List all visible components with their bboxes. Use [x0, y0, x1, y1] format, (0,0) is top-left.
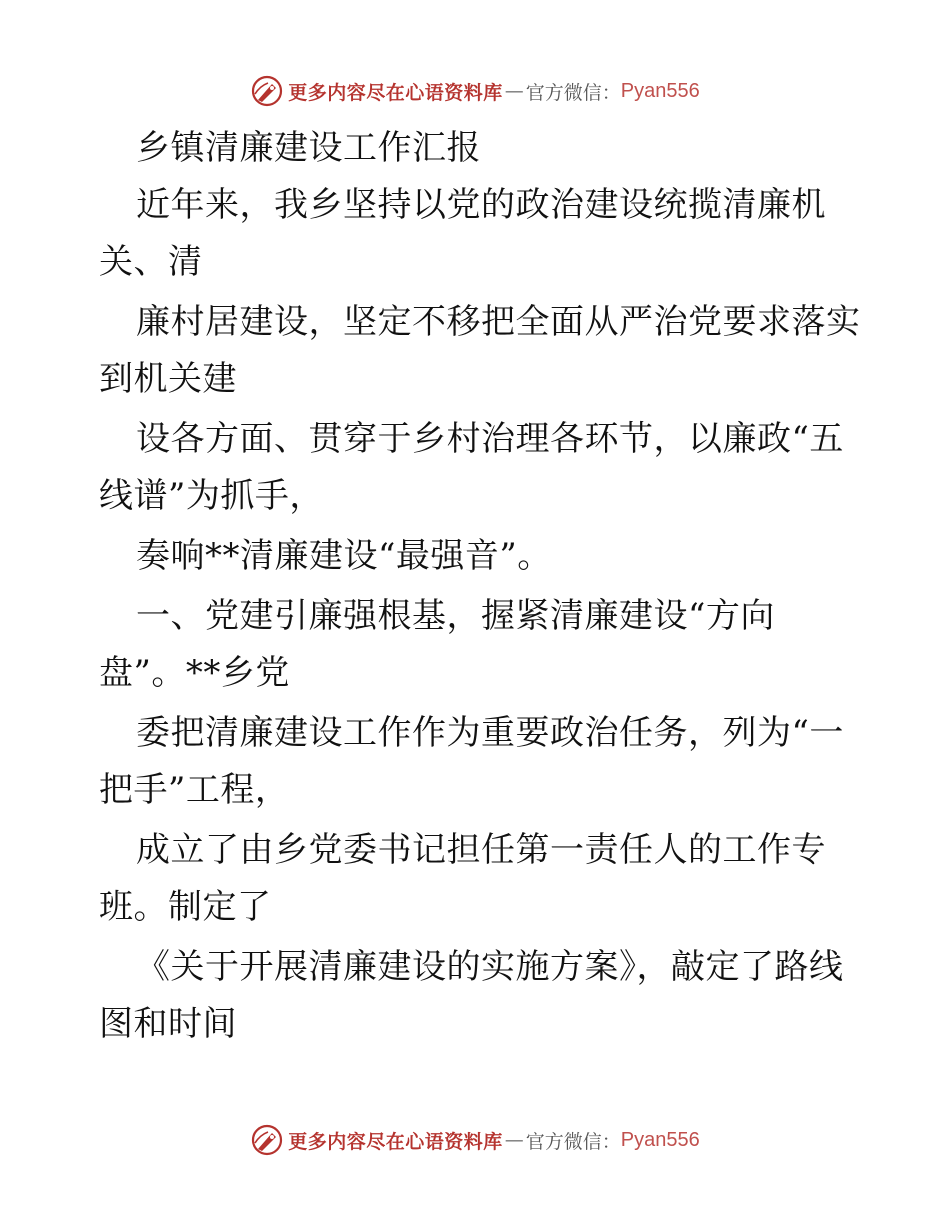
paragraph-line: 到机关建	[99, 359, 237, 399]
footer-banner	[0, 1120, 950, 1160]
paragraph-line: 设各方面、贯穿于乡村治理各环节，以廉政“五	[136, 419, 844, 459]
paragraph-line: 班。制定了	[99, 887, 272, 927]
banner-wechat-id: Pyan556	[620, 79, 700, 102]
paragraph-line: 成立了由乡党委书记担任第一责任人的工作专	[136, 830, 826, 870]
document-title: 乡镇清廉建设工作汇报	[136, 128, 481, 168]
banner-site-text: 更多内容尽在心语资料库	[288, 81, 503, 104]
paragraph-line: 关、清	[99, 242, 203, 282]
banner-wechat-label: 官方微信：	[525, 1130, 621, 1153]
banner-wechat-label: 官方微信：	[525, 81, 621, 104]
banner-wechat-id: Pyan556	[620, 1128, 700, 1151]
paragraph-line: 奏响**清廉建设“最强音”。	[136, 536, 552, 576]
paragraph-line: 线谱”为抓手，	[99, 476, 324, 516]
paragraph-line: 廉村居建设，坚定不移把全面从严治党要求落实	[136, 302, 861, 342]
paragraph-line: 把手”工程，	[99, 770, 290, 810]
paragraph-line: 《关于开展清廉建设的实施方案》，敲定了路线	[136, 947, 844, 987]
banner-separator: —	[504, 1129, 524, 1151]
section-heading-line: 一、党建引廉强根基，握紧清廉建设“方向	[136, 596, 775, 636]
banner-site-text: 更多内容尽在心语资料库	[288, 1130, 503, 1153]
paragraph-line: 近年来，我乡坚持以党的政治建设统揽清廉机	[136, 185, 826, 225]
paragraph-line: 图和时间	[99, 1004, 237, 1044]
header-banner	[0, 71, 950, 111]
paragraph-line: 委把清廉建设工作作为重要政治任务，列为“一	[136, 713, 844, 753]
pen-nib-logo-icon	[250, 74, 284, 108]
paragraph-line: 盘”。**乡党	[99, 653, 290, 693]
banner-separator: —	[504, 80, 524, 102]
pen-nib-logo-icon	[250, 1123, 284, 1157]
